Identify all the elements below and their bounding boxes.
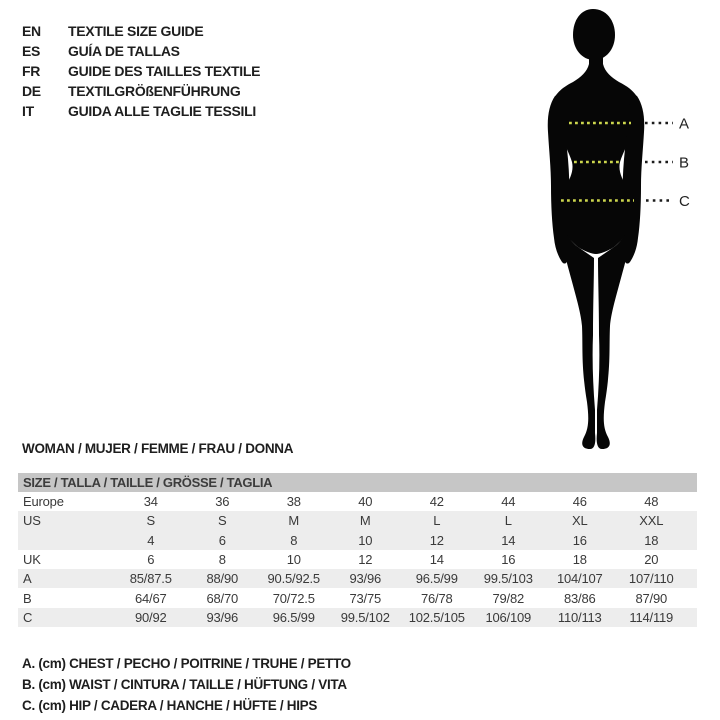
cell: 8 (218, 552, 226, 568)
cell: 76/78 (420, 590, 453, 606)
cell: L (433, 513, 441, 529)
table-row-europe (18, 492, 697, 511)
cell: 10 (358, 532, 373, 548)
marker-label-hip: C (679, 193, 690, 210)
cell: 18 (572, 552, 587, 568)
marker-label-chest: A (679, 115, 690, 133)
cell: 6 (218, 532, 226, 548)
lang-code: IT (22, 103, 34, 119)
cell: 110/113 (557, 609, 602, 625)
cell: 114/119 (629, 609, 674, 625)
row-label: UK (23, 552, 41, 568)
cell: 12 (429, 532, 444, 548)
row-label: Europe (23, 494, 64, 510)
row-label: C (23, 609, 33, 625)
cell: 90/92 (134, 609, 167, 625)
lang-label: TEXTILGRÖßENFÜHRUNG (68, 83, 241, 99)
lang-code: ES (22, 43, 41, 59)
size-table (18, 473, 697, 627)
cell: 48 (644, 494, 659, 510)
table-row-uk (18, 550, 697, 569)
measurement-figure (493, 4, 717, 452)
cell: 85/87.5 (129, 571, 172, 587)
cell: 10 (286, 552, 301, 568)
cell: 79/82 (492, 590, 525, 606)
cell: 104/107 (556, 571, 603, 587)
cell: 40 (358, 494, 373, 510)
legend-chest: A. (cm) CHEST / PECHO / POITRINE / TRUHE / PETTO (22, 656, 351, 671)
cell: 36 (215, 494, 230, 510)
lang-code: EN (22, 23, 41, 39)
cell: 107/110 (628, 571, 674, 587)
marker-label-waist: B (679, 154, 690, 172)
cell: 64/67 (134, 590, 167, 606)
row-label: B (23, 590, 32, 606)
cell: 18 (644, 532, 659, 548)
legend-hip: C. (cm) HIP / CADERA / HANCHE / HÜFTE / HIPS (22, 698, 318, 713)
lang-label: GUÍA DE TALLAS (68, 43, 180, 59)
cell: 6 (147, 552, 155, 568)
lang-row-fr (22, 61, 260, 81)
cell: 20 (644, 552, 659, 568)
cell: L (504, 513, 512, 529)
lang-label: TEXTILE SIZE GUIDE (68, 23, 204, 39)
section-title: WOMAN / MUJER / FEMME / FRAU / DONNA (22, 441, 294, 456)
woman-silhouette (548, 9, 644, 449)
cell: 96.5/99 (415, 571, 458, 587)
cell: 99.5/102 (340, 609, 390, 625)
cell: 14 (429, 552, 444, 568)
cell: S (146, 513, 155, 529)
cell: XXL (639, 513, 664, 529)
cell: 14 (501, 532, 516, 548)
lang-code: FR (22, 63, 41, 79)
cell: 93/96 (206, 609, 239, 625)
row-label: A (23, 571, 32, 587)
cell: S (218, 513, 227, 529)
woman-silhouette-graphic (493, 4, 717, 452)
cell: 106/109 (485, 609, 532, 625)
cell: 16 (572, 532, 587, 548)
cell: 16 (501, 552, 516, 568)
cell: 70/72.5 (272, 590, 315, 606)
cell: 44 (501, 494, 516, 510)
cell: 102.5/105 (408, 609, 465, 625)
cell: 93/96 (349, 571, 382, 587)
lang-label: GUIDA ALLE TAGLIE TESSILI (68, 103, 256, 119)
cell: M (359, 513, 371, 529)
cell: 68/70 (206, 590, 239, 606)
cell: 90.5/92.5 (267, 571, 320, 587)
cell: 46 (572, 494, 587, 510)
cell: 8 (290, 532, 298, 548)
cell: 12 (358, 552, 373, 568)
table-row-us-numeric (18, 531, 697, 550)
cell: 88/90 (206, 571, 239, 587)
table-row-hip (18, 608, 697, 627)
lang-row-de (22, 81, 260, 101)
table-row-chest (18, 569, 697, 588)
legend-waist: B. (cm) WAIST / CINTURA / TAILLE / HÜFTUNG / VITA (22, 677, 347, 692)
cell: 38 (286, 494, 301, 510)
lang-row-en (22, 21, 260, 41)
lang-row-es (22, 41, 260, 61)
cell: 34 (143, 494, 158, 510)
row-label: US (23, 513, 41, 529)
cell: 42 (429, 494, 444, 510)
table-row-us-letters (18, 511, 697, 530)
cell: 96.5/99 (272, 609, 315, 625)
cell: XL (571, 513, 588, 529)
table-header: SIZE / TALLA / TAILLE / GRÖSSE / TAGLIA (18, 473, 697, 492)
cell: 4 (147, 532, 155, 548)
measurement-legend (22, 653, 351, 716)
cell: 83/86 (563, 590, 596, 606)
cell: 99.5/103 (483, 571, 533, 587)
cell: 73/75 (349, 590, 382, 606)
cell: 87/90 (635, 590, 668, 606)
table-row-waist (18, 588, 697, 607)
cell: M (288, 513, 300, 529)
language-title-list (22, 21, 260, 121)
lang-row-it (22, 101, 260, 121)
lang-label: GUIDE DES TAILLES TEXTILE (68, 63, 261, 79)
lang-code: DE (22, 83, 41, 99)
